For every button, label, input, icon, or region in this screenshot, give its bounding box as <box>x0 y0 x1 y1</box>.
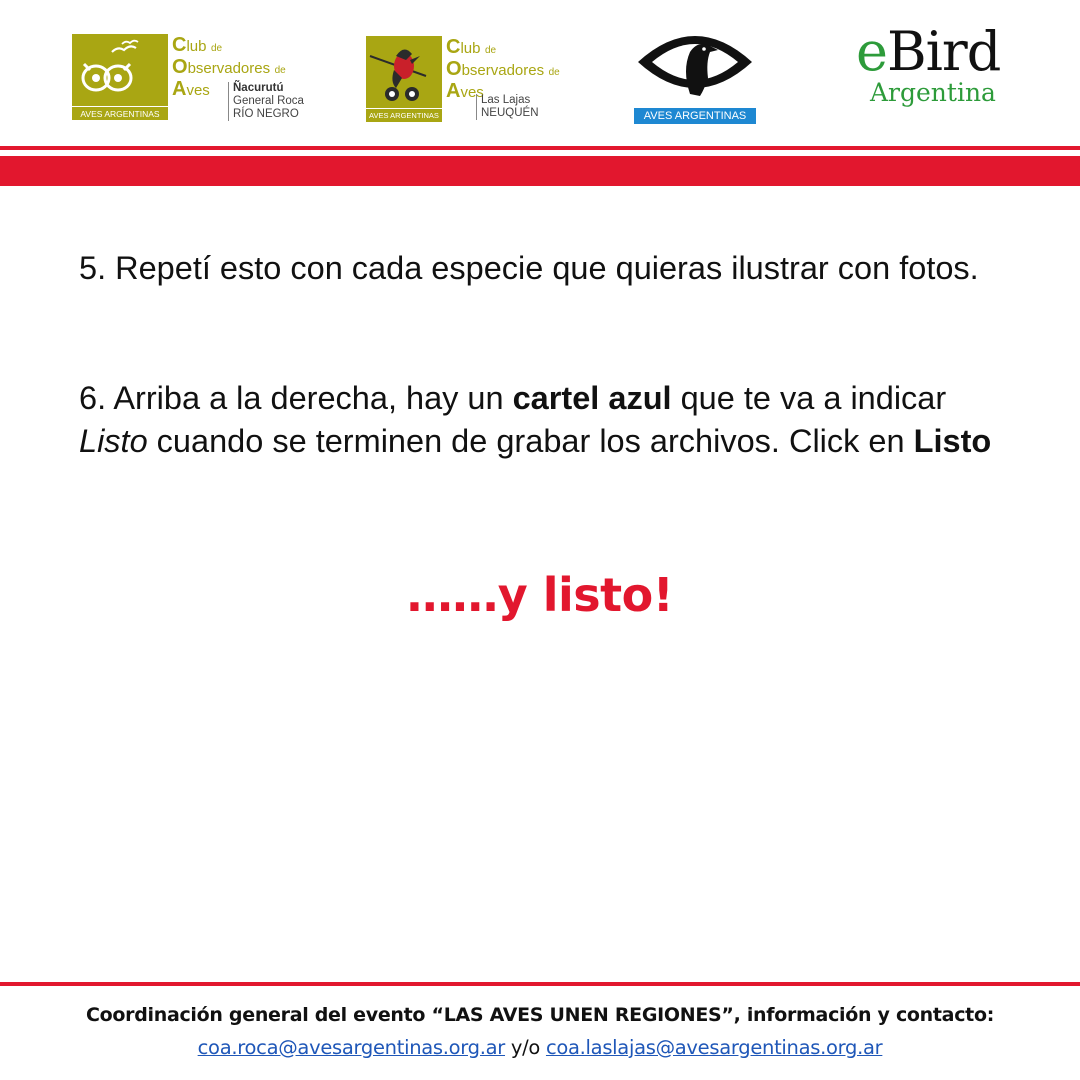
coa-laslajas-emblem <box>366 36 442 122</box>
coa-roca-logo <box>72 34 322 120</box>
email-link-roca[interactable]: coa.roca@avesargentinas.org.ar <box>197 1036 506 1059</box>
coa-laslajas-text <box>446 36 596 122</box>
aves-argentinas-logo <box>634 22 756 124</box>
step-6-part2: que te va a indicar <box>671 380 947 416</box>
club-de: de <box>210 43 223 54</box>
footer-red-line <box>0 982 1080 986</box>
obs-letter: O <box>446 58 462 80</box>
eye-bird-icon <box>634 22 756 106</box>
place-city: General Roca <box>233 95 304 107</box>
club-de: de <box>484 45 497 56</box>
obs-de: de <box>274 65 286 76</box>
club-letter: C <box>172 34 187 56</box>
place-city: Las Lajas <box>481 94 531 106</box>
footer-title: Coordinación general del evento “LAS AVES UNEN REGIONES”, información y contacto: <box>85 1004 994 1026</box>
aves-rest: ves <box>186 82 210 99</box>
coa-laslajas-strip: AVES ARGENTINAS <box>366 108 442 122</box>
header-red-line <box>0 146 1080 150</box>
coa-roca-emblem <box>72 34 168 120</box>
obs-de: de <box>548 67 560 78</box>
place-province: NEUQUÉN <box>481 107 539 119</box>
step-5-text: 5. Repetí esto con cada especie que quieras ilustrar con fotos. <box>79 250 979 286</box>
coa-laslajas-place <box>476 94 539 120</box>
owl-binoculars-icon <box>72 34 168 106</box>
obs-rest: bservadores <box>461 62 545 79</box>
club-rest: lub <box>186 38 207 55</box>
obs-letter: O <box>172 56 188 78</box>
finale-text: ……y listo! <box>406 568 674 622</box>
step-6-bold-cartel: cartel azul <box>512 380 672 416</box>
club-letter: C <box>446 36 461 58</box>
bird-binoculars-icon <box>366 36 442 108</box>
ebird-e: e <box>856 20 887 83</box>
step-6-text <box>79 377 1019 463</box>
email-link-laslajas[interactable]: coa.laslajas@avesargentinas.org.ar <box>545 1036 883 1059</box>
ebird-subtitle: Argentina <box>870 78 996 107</box>
aves-rest: ves <box>460 84 484 101</box>
aves-letter: A <box>446 80 461 102</box>
email-separator: y/o <box>505 1036 546 1059</box>
coa-laslajas-logo <box>366 36 596 122</box>
ebird-bird: Bird <box>886 20 1001 83</box>
aves-letter: A <box>172 78 187 100</box>
coa-roca-strip: AVES ARGENTINAS <box>72 106 168 120</box>
obs-rest: bservadores <box>187 60 271 77</box>
ebird-argentina-logo <box>852 22 1002 118</box>
step-6-bold-listo: Listo <box>913 423 992 459</box>
step-6-italic-listo: Listo <box>79 423 148 459</box>
step-6-part3: cuando se terminen de grabar los archivos. Click en <box>147 423 914 459</box>
aves-argentinas-strip: AVES ARGENTINAS <box>634 108 756 124</box>
ebird-wordmark <box>856 22 1000 82</box>
step-6-part1: 6. Arriba a la derecha, hay un <box>79 380 513 416</box>
coa-roca-text <box>172 34 322 120</box>
place-name: Ñacurutú <box>233 82 284 94</box>
club-rest: lub <box>460 40 481 57</box>
header-red-band <box>0 156 1080 186</box>
footer-contact <box>0 1036 1080 1059</box>
coa-roca-place <box>228 82 304 121</box>
place-province: RÍO NEGRO <box>233 108 299 120</box>
